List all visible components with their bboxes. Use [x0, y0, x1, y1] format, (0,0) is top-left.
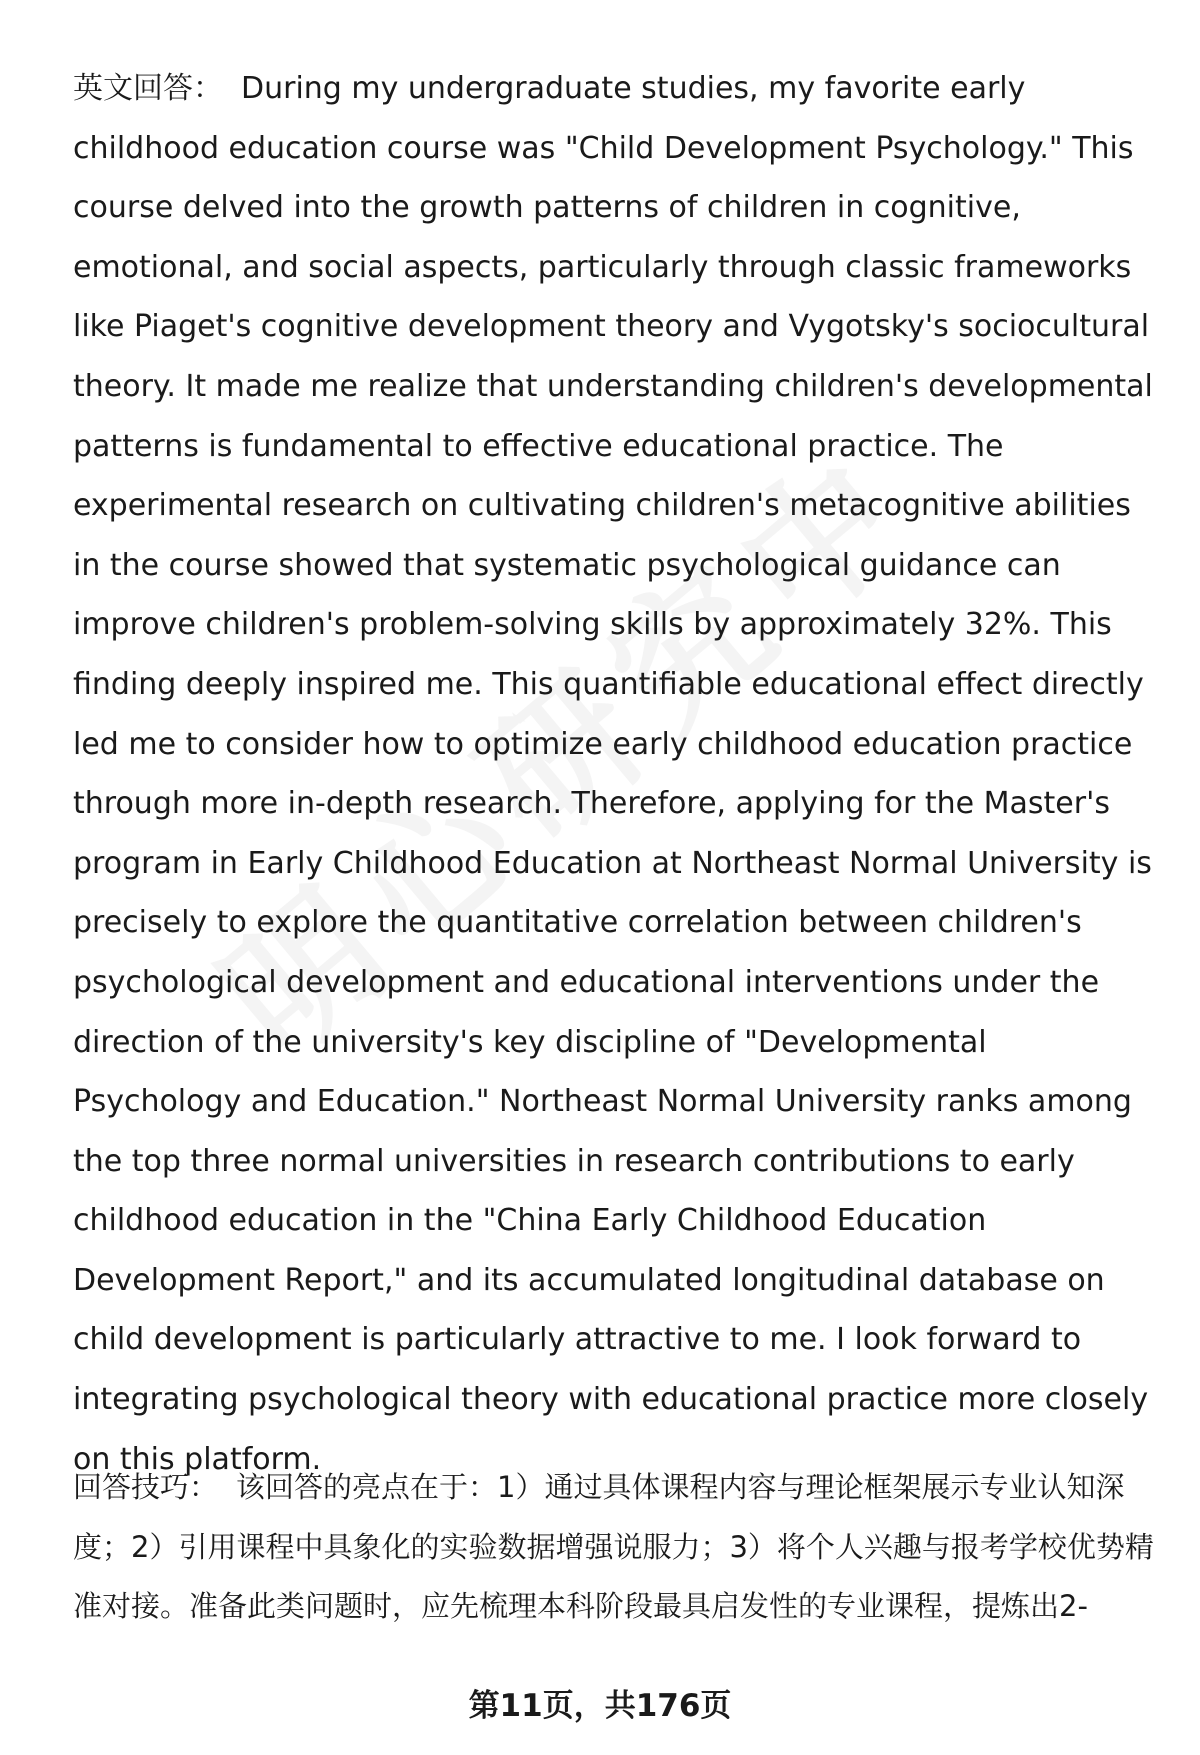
answer-tips-text: 该回答的亮点在于：1）通过具体课程内容与理论框架展示专业认知深度；2）引用课程中具象化的实验数据增强说服力；3）将个人兴趣与报考学校优势精准对接。准备此类问题时，应先梳理本科阶段最具启发性的专业课程，提炼出2-: [73, 1470, 1154, 1624]
answer-tips-label: 回答技巧：: [73, 1470, 219, 1504]
page-number: 第11页，共176页: [468, 1688, 732, 1724]
english-answer-paragraph: [73, 59, 1163, 1489]
english-answer-label: 英文回答：: [73, 71, 223, 106]
english-answer-text: During my undergraduate studies, my favorite early childhood education course was "Child Development Psychology." This course delved into the growth patterns of children in cognitive, emotional, and social aspects, particularly through classic frameworks like Piaget's cognitive development theory and Vygotsky's sociocultural theory. It made me realize that understanding children's developmental patterns is fundamental to effective educational practice. The experimental research on cultivating children's metacognitive abilities in the course showed that systematic psychological guidance can improve children's problem-solving skills by approximately 32%. This finding deeply inspired me. This quantifiable educational effect directly led me to consider how to optimize early childhood education practice through more in-depth research. Therefore, applying for the Master's program in Early Childhood Education at Northeast Normal University is precisely to explore the quantitative correlation between children's psychological development and educational interventions under the direction of the university's key discipline of "Developmental Psychology and Education." Northeast Normal University ranks among the top three normal universities in research contributions to early childhood education in the "China Early Childhood Education Development Report," and its accumulated longitudinal database on child development is particularly attractive to me. I look forward to integrating psychological theory with educational practice more closely on this platform.: [73, 71, 1153, 1477]
answer-tips-paragraph: [73, 1458, 1163, 1637]
